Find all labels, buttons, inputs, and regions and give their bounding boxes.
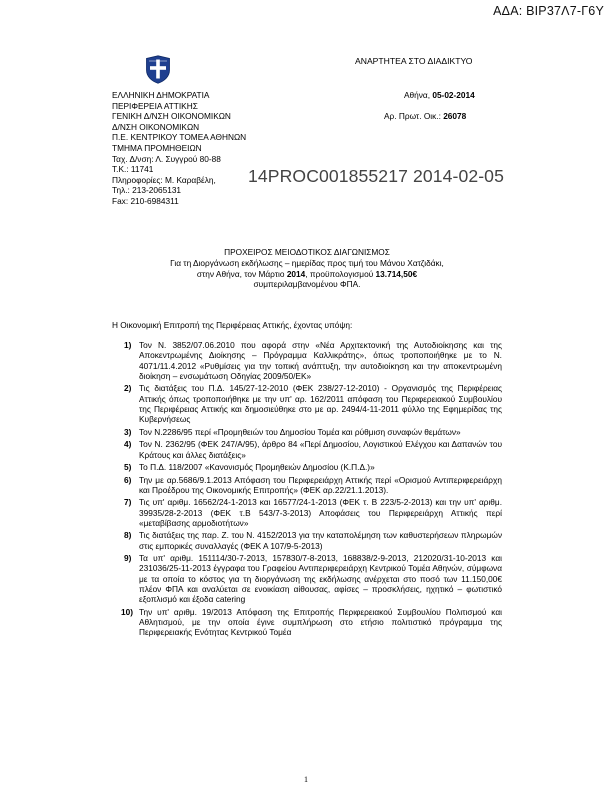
list-item	[121, 607, 502, 638]
item-text: Τον Ν.2286/95 περί «Προμηθειών του Δημοσίου Τομέα και ρύθμιση συναφών θεμάτων»	[139, 426, 461, 437]
tender-title	[112, 247, 502, 290]
title-line: ΠΡΟΧΕΙΡΟΣ ΜΕΙΟΔΟΤΙΚΟΣ ΔΙΑΓΩΝΙΣΜΟΣ	[224, 247, 390, 257]
item-number: 10)	[121, 606, 133, 617]
greek-emblem-icon	[145, 55, 171, 84]
protocol-label: Αρ. Πρωτ. Οικ.:	[384, 110, 444, 121]
item-text: Τις διατάξεις του Π.Δ. 145/27-12-2010 (ΦΕΚ 238/27-12-2010) - Οργανισμός της Περιφέρειας Αττικής όπως τροποποιήθηκε με την υπ' αρ. 162/2011 απόφαση του Περιφερειακού Συμβουλίου της Περιφέρειας Αττικής και δημοσιεύθηκε στο με αρ. 2494/4-11-2011 φύλλο της Εφημερίδας της Κυβερνήσεως	[139, 383, 502, 425]
sender-line: Τ.Κ.: 11741	[112, 164, 154, 175]
item-text: Το Π.Δ. 118/2007 «Κανονισμός Προμηθειών Δημοσίου (Κ.Π.Δ.)»	[139, 462, 375, 473]
item-number: 5)	[124, 462, 132, 473]
place-date-label: Αθήνα,	[404, 90, 433, 100]
sender-block	[112, 90, 246, 207]
item-number: 4)	[124, 439, 132, 450]
item-number: 3)	[124, 426, 132, 437]
list-item	[124, 427, 502, 437]
posting-note: ΑΝΑΡΤΗΤΕΑ ΣΤΟ ΔΙΑΔΙΚΤΥΟ	[355, 56, 473, 66]
sender-line: ΕΛΛΗΝΙΚΗ ΔΗΜΟΚΡΑΤΙΑ	[112, 90, 210, 100]
title-text: στην Αθήνα, τον Μάρτιο	[196, 268, 287, 279]
item-text: Τα υπ' αριθμ. 151114/30-7-2013, 157830/7-8-2013, 168838/2-9-2013, 212020/31-10-2013 και 231036/25-11-2013 έγγραφα του Γραφείου Αντιπεριφερειάρχη Κεντρικού Τομέα Αθηνών, σύμφωνα με τα οποία το κόστος για τη διοργάνωση της εκδήλωσης ανέρχεται στο ποσό των 11.150,00€ πλέον ΦΠΑ και αναλύεται σε ενοικίαση αίθουσας, αφίσες – προσκλήσεις, ηχητικό – φωτιστικό εξοπλισμό και έξοδα catering	[139, 553, 502, 605]
sender-line: Fax: 210-6984311	[112, 195, 179, 206]
place-date	[381, 90, 475, 101]
item-number: 2)	[124, 383, 132, 394]
item-text: Την με αρ.5686/9.1.2013 Απόφαση του Περιφερειάρχη Αττικής περί «Ορισμού Αντιπεριφερειάρχη και Προέδρου της Οικονομικής Επιτροπής» (ΦΕΚ αρ.22/21.1.2013).	[139, 474, 502, 495]
item-text: Τον Ν. 3852/07.06.2010 που αφορά στην «Νέα Αρχιτεκτονική της Αυτοδιοίκησης και της Αποκεντρωμένης Διοίκησης – Πρόγραμμα Καλλικράτης», όπως τροποποιήθηκε με το Ν. 4071/11.4.2012 «Ρυθμίσεις για την τοπική ανάπτυξη, την αυτοδιοίκηση και την αποκεντρωμένη διοίκηση – ενσωμάτωση Οδηγίας 2009/50/ΕΚ»	[139, 340, 502, 381]
item-text: Τις υπ' αριθμ. 16562/24-1-2013 και 16577/24-1-2013 (ΦΕΚ τ. Β 223/5-2-2013) και την υπ' αριθμ. 39935/28-2-2013 (ΦΕΚ τ.Β 543/7-3-2013) Αποφάσεις του Περιφερειάρχη Αττικής περί «μεταβίβασης αρμοδιοτήτων»	[139, 497, 502, 528]
title-line: Για τη Διοργάνωση εκδήλωσης – ημερίδας προς τιμή του Μάνου Χατζιδάκι,	[170, 257, 444, 268]
considerations-list	[121, 340, 502, 640]
intro-text: Η Οικονομική Επιτροπή της Περιφέρειας Αττικής, έχοντας υπόψη:	[112, 320, 353, 330]
title-year: 2014	[286, 268, 306, 279]
sender-line: Τηλ.: 213-2065131	[112, 185, 182, 196]
list-item	[124, 475, 502, 496]
sender-line: ΓΕΝΙΚΗ Δ/ΝΣΗ ΟΙΚΟΝΟΜΙΚΩΝ	[112, 111, 231, 122]
sender-line: Πληροφορίες: Μ. Καραβέλη,	[112, 174, 216, 185]
sender-line: Π.Ε. ΚΕΝΤΡΙΚΟΥ ΤΟΜΕΑ ΑΘΗΝΩΝ	[112, 132, 247, 143]
title-line	[112, 269, 502, 280]
item-text: Την υπ' αριθμ. 19/2013 Απόφαση της Επιτροπής Περιφερειακού Συμβουλίου Πολιτισμού και Αθλητισμού, με την οποία έγινε συμπλήρωση στο ετήσιο πολιτιστικό πρόγραμμα της Περιφερειακής Ενότητας Κεντρικού Τομέα	[139, 606, 502, 638]
list-item	[124, 439, 502, 460]
date-value: 05-02-2014	[432, 90, 475, 100]
item-text: Τις διατάξεις της παρ. Ζ. του Ν. 4152/2013 για την καταπολέμηση των καθυστερήσεων πληρωμών στις εμπορικές συναλλαγές (ΦΕΚ Α 107/9-5-2013)	[139, 530, 502, 551]
list-item	[124, 462, 502, 472]
sender-line: Δ/ΝΣΗ ΟΙΚΟΝΟΜΙΚΩΝ	[112, 121, 200, 132]
sender-line: ΤΜΗΜΑ ΠΡΟΜΗΘΕΙΩΝ	[112, 142, 202, 153]
list-item	[124, 383, 502, 424]
item-number: 9)	[124, 553, 132, 564]
item-number: 7)	[124, 497, 132, 508]
proc-stamp: 14PROC001855217 2014-02-05	[248, 166, 504, 186]
page-number: 1	[304, 775, 308, 784]
title-line: συμπεριλαμβανομένου ΦΠΑ.	[253, 279, 361, 290]
title-text: , προϋπολογισμού	[305, 268, 376, 279]
list-item	[124, 497, 502, 528]
protocol-value: 26078	[443, 110, 467, 121]
date-protocol-block	[381, 90, 475, 121]
item-number: 6)	[124, 474, 132, 485]
sender-line: Ταχ. Δ/νση: Λ. Συγγρού 80-88	[112, 153, 221, 164]
ada-code: ΑΔΑ: ΒΙΡ37Λ7-Γ6Υ	[493, 4, 604, 18]
item-text: Τον Ν. 2362/95 (ΦΕΚ 247/Α/95), άρθρο 84 «Περί Δημοσίου, Λογιστικού Ελέγχου και Δαπανών του Κράτους και άλλες διατάξεις»	[139, 439, 502, 460]
protocol-number	[381, 111, 475, 122]
list-item	[124, 340, 502, 381]
list-item	[124, 553, 502, 604]
budget-amount: 13.714,50€	[375, 268, 418, 279]
item-number: 1)	[124, 340, 132, 350]
list-item	[124, 530, 502, 551]
sender-line: ΠΕΡΙΦΕΡΕΙΑ ΑΤΤΙΚΗΣ	[112, 100, 198, 111]
item-number: 8)	[124, 530, 132, 541]
